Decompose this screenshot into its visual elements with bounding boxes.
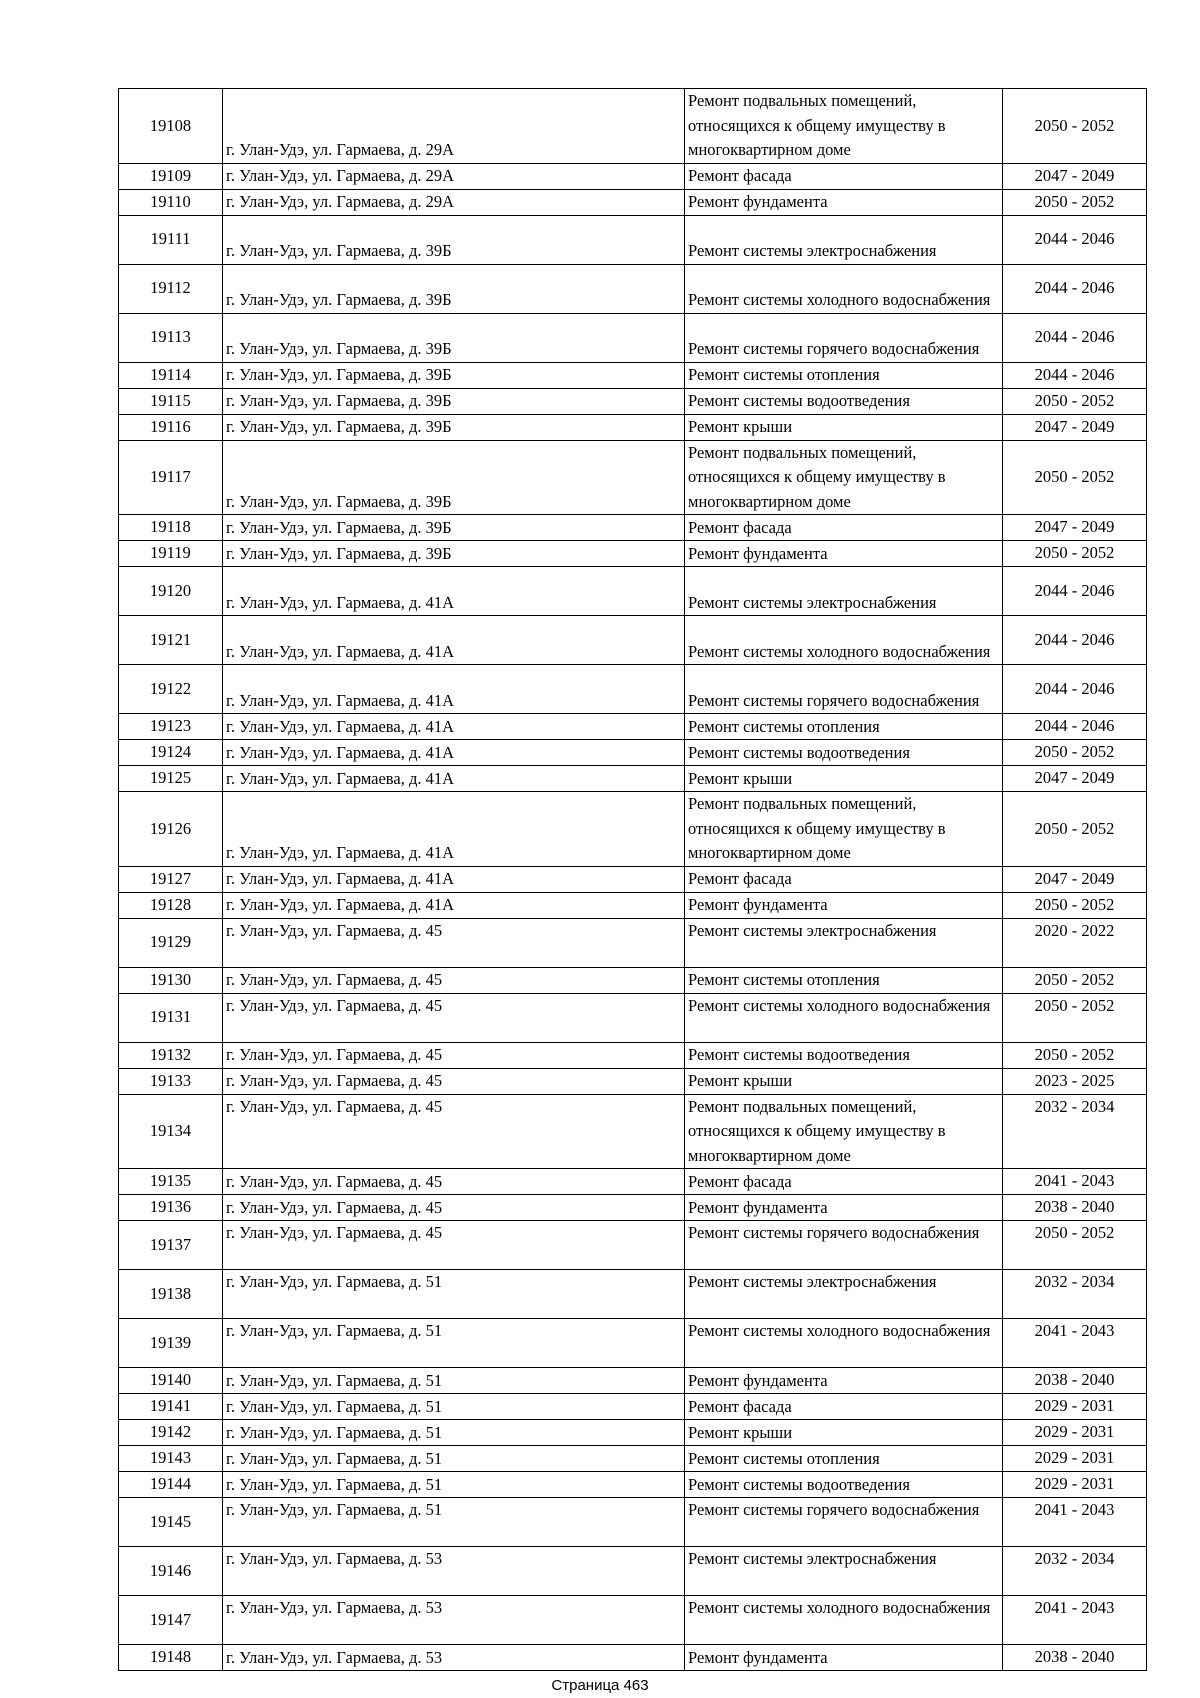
period-cell: 2047 - 2049	[1003, 766, 1147, 792]
work-type-cell: Ремонт фундамента	[685, 541, 1003, 567]
address-cell: г. Улан-Удэ, ул. Гармаева, д. 29А	[223, 163, 685, 189]
work-type-cell: Ремонт системы холодного водоснабжения	[685, 993, 1003, 1042]
table-row	[119, 1472, 1147, 1498]
row-number: 19130	[119, 967, 223, 993]
address-cell: г. Улан-Удэ, ул. Гармаева, д. 45	[223, 1169, 685, 1195]
period-cell: 2020 - 2022	[1003, 918, 1147, 967]
period-cell: 2041 - 2043	[1003, 1498, 1147, 1547]
address-cell: г. Улан-Удэ, ул. Гармаева, д. 53	[223, 1645, 685, 1671]
work-type-cell: Ремонт крыши	[685, 1420, 1003, 1446]
table-row	[119, 1319, 1147, 1368]
address-cell: г. Улан-Удэ, ул. Гармаева, д. 41А	[223, 567, 685, 616]
row-number: 19131	[119, 993, 223, 1042]
work-type-cell: Ремонт крыши	[685, 414, 1003, 440]
work-type-cell: Ремонт системы отопления	[685, 967, 1003, 993]
works-table	[118, 88, 1147, 1671]
table-row	[119, 1368, 1147, 1394]
address-cell: г. Улан-Удэ, ул. Гармаева, д. 39Б	[223, 414, 685, 440]
table-row	[119, 1645, 1147, 1671]
work-type-cell: Ремонт системы горячего водоснабжения	[685, 1498, 1003, 1547]
work-type-cell: Ремонт системы электроснабжения	[685, 1547, 1003, 1596]
period-cell: 2044 - 2046	[1003, 215, 1147, 264]
row-number: 19108	[119, 89, 223, 164]
table-row	[119, 892, 1147, 918]
period-cell: 2023 - 2025	[1003, 1068, 1147, 1094]
period-cell: 2029 - 2031	[1003, 1394, 1147, 1420]
period-cell: 2044 - 2046	[1003, 313, 1147, 362]
period-cell: 2044 - 2046	[1003, 567, 1147, 616]
row-number: 19117	[119, 440, 223, 515]
address-cell: г. Улан-Удэ, ул. Гармаева, д. 51	[223, 1394, 685, 1420]
work-type-cell: Ремонт системы горячего водоснабжения	[685, 1221, 1003, 1270]
address-cell: г. Улан-Удэ, ул. Гармаева, д. 51	[223, 1420, 685, 1446]
period-cell: 2038 - 2040	[1003, 1368, 1147, 1394]
row-number: 19123	[119, 714, 223, 740]
address-cell: г. Улан-Удэ, ул. Гармаева, д. 45	[223, 1094, 685, 1169]
table-row	[119, 567, 1147, 616]
table-row	[119, 89, 1147, 164]
row-number: 19140	[119, 1368, 223, 1394]
period-cell: 2029 - 2031	[1003, 1472, 1147, 1498]
table-row	[119, 918, 1147, 967]
address-cell: г. Улан-Удэ, ул. Гармаева, д. 51	[223, 1368, 685, 1394]
period-cell: 2050 - 2052	[1003, 1042, 1147, 1068]
address-cell: г. Улан-Удэ, ул. Гармаева, д. 51	[223, 1498, 685, 1547]
period-cell: 2044 - 2046	[1003, 264, 1147, 313]
row-number: 19118	[119, 515, 223, 541]
work-type-cell: Ремонт системы отопления	[685, 1446, 1003, 1472]
row-number: 19127	[119, 866, 223, 892]
table-row	[119, 967, 1147, 993]
period-cell: 2044 - 2046	[1003, 714, 1147, 740]
address-cell: г. Улан-Удэ, ул. Гармаева, д. 41А	[223, 892, 685, 918]
row-number: 19148	[119, 1645, 223, 1671]
row-number: 19147	[119, 1596, 223, 1645]
work-type-cell: Ремонт фундамента	[685, 1645, 1003, 1671]
table-row	[119, 1068, 1147, 1094]
table-row	[119, 515, 1147, 541]
table-row	[119, 1420, 1147, 1446]
row-number: 19125	[119, 766, 223, 792]
period-cell: 2038 - 2040	[1003, 1645, 1147, 1671]
work-type-cell: Ремонт системы электроснабжения	[685, 1270, 1003, 1319]
table-row	[119, 616, 1147, 665]
table-row	[119, 362, 1147, 388]
address-cell: г. Улан-Удэ, ул. Гармаева, д. 41А	[223, 792, 685, 867]
work-type-cell: Ремонт системы холодного водоснабжения	[685, 616, 1003, 665]
table-row	[119, 1094, 1147, 1169]
row-number: 19112	[119, 264, 223, 313]
row-number: 19142	[119, 1420, 223, 1446]
work-type-cell: Ремонт системы холодного водоснабжения	[685, 1596, 1003, 1645]
work-type-cell: Ремонт системы холодного водоснабжения	[685, 1319, 1003, 1368]
work-type-cell: Ремонт системы водоотведения	[685, 1472, 1003, 1498]
address-cell: г. Улан-Удэ, ул. Гармаева, д. 45	[223, 967, 685, 993]
row-number: 19126	[119, 792, 223, 867]
table-row	[119, 1169, 1147, 1195]
address-cell: г. Улан-Удэ, ул. Гармаева, д. 41А	[223, 766, 685, 792]
work-type-cell: Ремонт системы горячего водоснабжения	[685, 313, 1003, 362]
period-cell: 2047 - 2049	[1003, 163, 1147, 189]
row-number: 19128	[119, 892, 223, 918]
table-row	[119, 189, 1147, 215]
work-type-cell: Ремонт фасада	[685, 1169, 1003, 1195]
work-type-cell: Ремонт системы электроснабжения	[685, 215, 1003, 264]
work-type-cell: Ремонт подвальных помещений, относящихся к общему имуществу в многоквартирном доме	[685, 89, 1003, 164]
row-number: 19129	[119, 918, 223, 967]
row-number: 19135	[119, 1169, 223, 1195]
table-row	[119, 414, 1147, 440]
table-row	[119, 740, 1147, 766]
period-cell: 2050 - 2052	[1003, 1221, 1147, 1270]
table-row	[119, 541, 1147, 567]
row-number: 19144	[119, 1472, 223, 1498]
table-row	[119, 792, 1147, 867]
address-cell: г. Улан-Удэ, ул. Гармаева, д. 41А	[223, 616, 685, 665]
table-row	[119, 993, 1147, 1042]
row-number: 19111	[119, 215, 223, 264]
row-number: 19124	[119, 740, 223, 766]
row-number: 19114	[119, 362, 223, 388]
address-cell: г. Улан-Удэ, ул. Гармаева, д. 51	[223, 1319, 685, 1368]
address-cell: г. Улан-Удэ, ул. Гармаева, д. 41А	[223, 866, 685, 892]
work-type-cell: Ремонт системы водоотведения	[685, 388, 1003, 414]
period-cell: 2047 - 2049	[1003, 414, 1147, 440]
address-cell: г. Улан-Удэ, ул. Гармаева, д. 51	[223, 1270, 685, 1319]
work-type-cell: Ремонт фундамента	[685, 1368, 1003, 1394]
work-type-cell: Ремонт фундамента	[685, 1195, 1003, 1221]
row-number: 19120	[119, 567, 223, 616]
address-cell: г. Улан-Удэ, ул. Гармаева, д. 45	[223, 918, 685, 967]
table-row	[119, 1042, 1147, 1068]
period-cell: 2041 - 2043	[1003, 1319, 1147, 1368]
work-type-cell: Ремонт подвальных помещений, относящихся к общему имуществу в многоквартирном доме	[685, 440, 1003, 515]
work-type-cell: Ремонт крыши	[685, 766, 1003, 792]
table-row	[119, 1498, 1147, 1547]
row-number: 19138	[119, 1270, 223, 1319]
address-cell: г. Улан-Удэ, ул. Гармаева, д. 45	[223, 1068, 685, 1094]
address-cell: г. Улан-Удэ, ул. Гармаева, д. 41А	[223, 665, 685, 714]
work-type-cell: Ремонт фасада	[685, 515, 1003, 541]
table-row	[119, 1547, 1147, 1596]
address-cell: г. Улан-Удэ, ул. Гармаева, д. 39Б	[223, 541, 685, 567]
table-row	[119, 388, 1147, 414]
work-type-cell: Ремонт системы горячего водоснабжения	[685, 665, 1003, 714]
work-type-cell: Ремонт фундамента	[685, 189, 1003, 215]
work-type-cell: Ремонт системы электроснабжения	[685, 918, 1003, 967]
address-cell: г. Улан-Удэ, ул. Гармаева, д. 45	[223, 993, 685, 1042]
table-row	[119, 866, 1147, 892]
work-type-cell: Ремонт системы водоотведения	[685, 1042, 1003, 1068]
row-number: 19134	[119, 1094, 223, 1169]
address-cell: г. Улан-Удэ, ул. Гармаева, д. 45	[223, 1042, 685, 1068]
period-cell: 2047 - 2049	[1003, 515, 1147, 541]
address-cell: г. Улан-Удэ, ул. Гармаева, д. 39Б	[223, 388, 685, 414]
row-number: 19139	[119, 1319, 223, 1368]
period-cell: 2041 - 2043	[1003, 1596, 1147, 1645]
address-cell: г. Улан-Удэ, ул. Гармаева, д. 39Б	[223, 440, 685, 515]
address-cell: г. Улан-Удэ, ул. Гармаева, д. 39Б	[223, 515, 685, 541]
table-row	[119, 264, 1147, 313]
period-cell: 2050 - 2052	[1003, 993, 1147, 1042]
period-cell: 2050 - 2052	[1003, 892, 1147, 918]
table-row	[119, 1221, 1147, 1270]
work-type-cell: Ремонт фасада	[685, 163, 1003, 189]
period-cell: 2032 - 2034	[1003, 1547, 1147, 1596]
period-cell: 2050 - 2052	[1003, 967, 1147, 993]
table-row	[119, 1270, 1147, 1319]
table-row	[119, 665, 1147, 714]
work-type-cell: Ремонт фундамента	[685, 892, 1003, 918]
row-number: 19145	[119, 1498, 223, 1547]
work-type-cell: Ремонт системы холодного водоснабжения	[685, 264, 1003, 313]
table-row	[119, 714, 1147, 740]
row-number: 19109	[119, 163, 223, 189]
period-cell: 2044 - 2046	[1003, 616, 1147, 665]
period-cell: 2044 - 2046	[1003, 362, 1147, 388]
table-row	[119, 1394, 1147, 1420]
period-cell: 2041 - 2043	[1003, 1169, 1147, 1195]
period-cell: 2050 - 2052	[1003, 189, 1147, 215]
row-number: 19119	[119, 541, 223, 567]
table-row	[119, 1446, 1147, 1472]
address-cell: г. Улан-Удэ, ул. Гармаева, д. 39Б	[223, 362, 685, 388]
address-cell: г. Улан-Удэ, ул. Гармаева, д. 53	[223, 1547, 685, 1596]
period-cell: 2050 - 2052	[1003, 89, 1147, 164]
table-row	[119, 1596, 1147, 1645]
address-cell: г. Улан-Удэ, ул. Гармаева, д. 51	[223, 1472, 685, 1498]
work-type-cell: Ремонт подвальных помещений, относящихся к общему имуществу в многоквартирном доме	[685, 792, 1003, 867]
address-cell: г. Улан-Удэ, ул. Гармаева, д. 51	[223, 1446, 685, 1472]
row-number: 19113	[119, 313, 223, 362]
work-type-cell: Ремонт крыши	[685, 1068, 1003, 1094]
table-row	[119, 1195, 1147, 1221]
address-cell: г. Улан-Удэ, ул. Гармаева, д. 41А	[223, 714, 685, 740]
address-cell: г. Улан-Удэ, ул. Гармаева, д. 39Б	[223, 215, 685, 264]
table-row	[119, 440, 1147, 515]
period-cell: 2038 - 2040	[1003, 1195, 1147, 1221]
row-number: 19110	[119, 189, 223, 215]
table-row	[119, 163, 1147, 189]
work-type-cell: Ремонт системы электроснабжения	[685, 567, 1003, 616]
work-type-cell: Ремонт системы отопления	[685, 714, 1003, 740]
work-type-cell: Ремонт фасада	[685, 1394, 1003, 1420]
period-cell: 2050 - 2052	[1003, 740, 1147, 766]
address-cell: г. Улан-Удэ, ул. Гармаева, д. 39Б	[223, 264, 685, 313]
period-cell: 2029 - 2031	[1003, 1446, 1147, 1472]
address-cell: г. Улан-Удэ, ул. Гармаева, д. 29А	[223, 89, 685, 164]
period-cell: 2032 - 2034	[1003, 1270, 1147, 1319]
row-number: 19132	[119, 1042, 223, 1068]
period-cell: 2047 - 2049	[1003, 866, 1147, 892]
work-type-cell: Ремонт системы отопления	[685, 362, 1003, 388]
row-number: 19115	[119, 388, 223, 414]
period-cell: 2050 - 2052	[1003, 440, 1147, 515]
row-number: 19136	[119, 1195, 223, 1221]
address-cell: г. Улан-Удэ, ул. Гармаева, д. 45	[223, 1221, 685, 1270]
address-cell: г. Улан-Удэ, ул. Гармаева, д. 29А	[223, 189, 685, 215]
work-type-cell: Ремонт подвальных помещений, относящихся к общему имуществу в многоквартирном доме	[685, 1094, 1003, 1169]
address-cell: г. Улан-Удэ, ул. Гармаева, д. 39Б	[223, 313, 685, 362]
address-cell: г. Улан-Удэ, ул. Гармаева, д. 53	[223, 1596, 685, 1645]
row-number: 19133	[119, 1068, 223, 1094]
page-number: Страница 463	[551, 1677, 649, 1694]
period-cell: 2050 - 2052	[1003, 792, 1147, 867]
period-cell: 2044 - 2046	[1003, 665, 1147, 714]
row-number: 19146	[119, 1547, 223, 1596]
row-number: 19121	[119, 616, 223, 665]
period-cell: 2029 - 2031	[1003, 1420, 1147, 1446]
row-number: 19116	[119, 414, 223, 440]
address-cell: г. Улан-Удэ, ул. Гармаева, д. 45	[223, 1195, 685, 1221]
address-cell: г. Улан-Удэ, ул. Гармаева, д. 41А	[223, 740, 685, 766]
row-number: 19122	[119, 665, 223, 714]
row-number: 19137	[119, 1221, 223, 1270]
table-row	[119, 766, 1147, 792]
period-cell: 2032 - 2034	[1003, 1094, 1147, 1169]
table-body	[119, 89, 1147, 1671]
table-row	[119, 313, 1147, 362]
row-number: 19143	[119, 1446, 223, 1472]
row-number: 19141	[119, 1394, 223, 1420]
table-row	[119, 215, 1147, 264]
period-cell: 2050 - 2052	[1003, 388, 1147, 414]
work-type-cell: Ремонт фасада	[685, 866, 1003, 892]
work-type-cell: Ремонт системы водоотведения	[685, 740, 1003, 766]
period-cell: 2050 - 2052	[1003, 541, 1147, 567]
